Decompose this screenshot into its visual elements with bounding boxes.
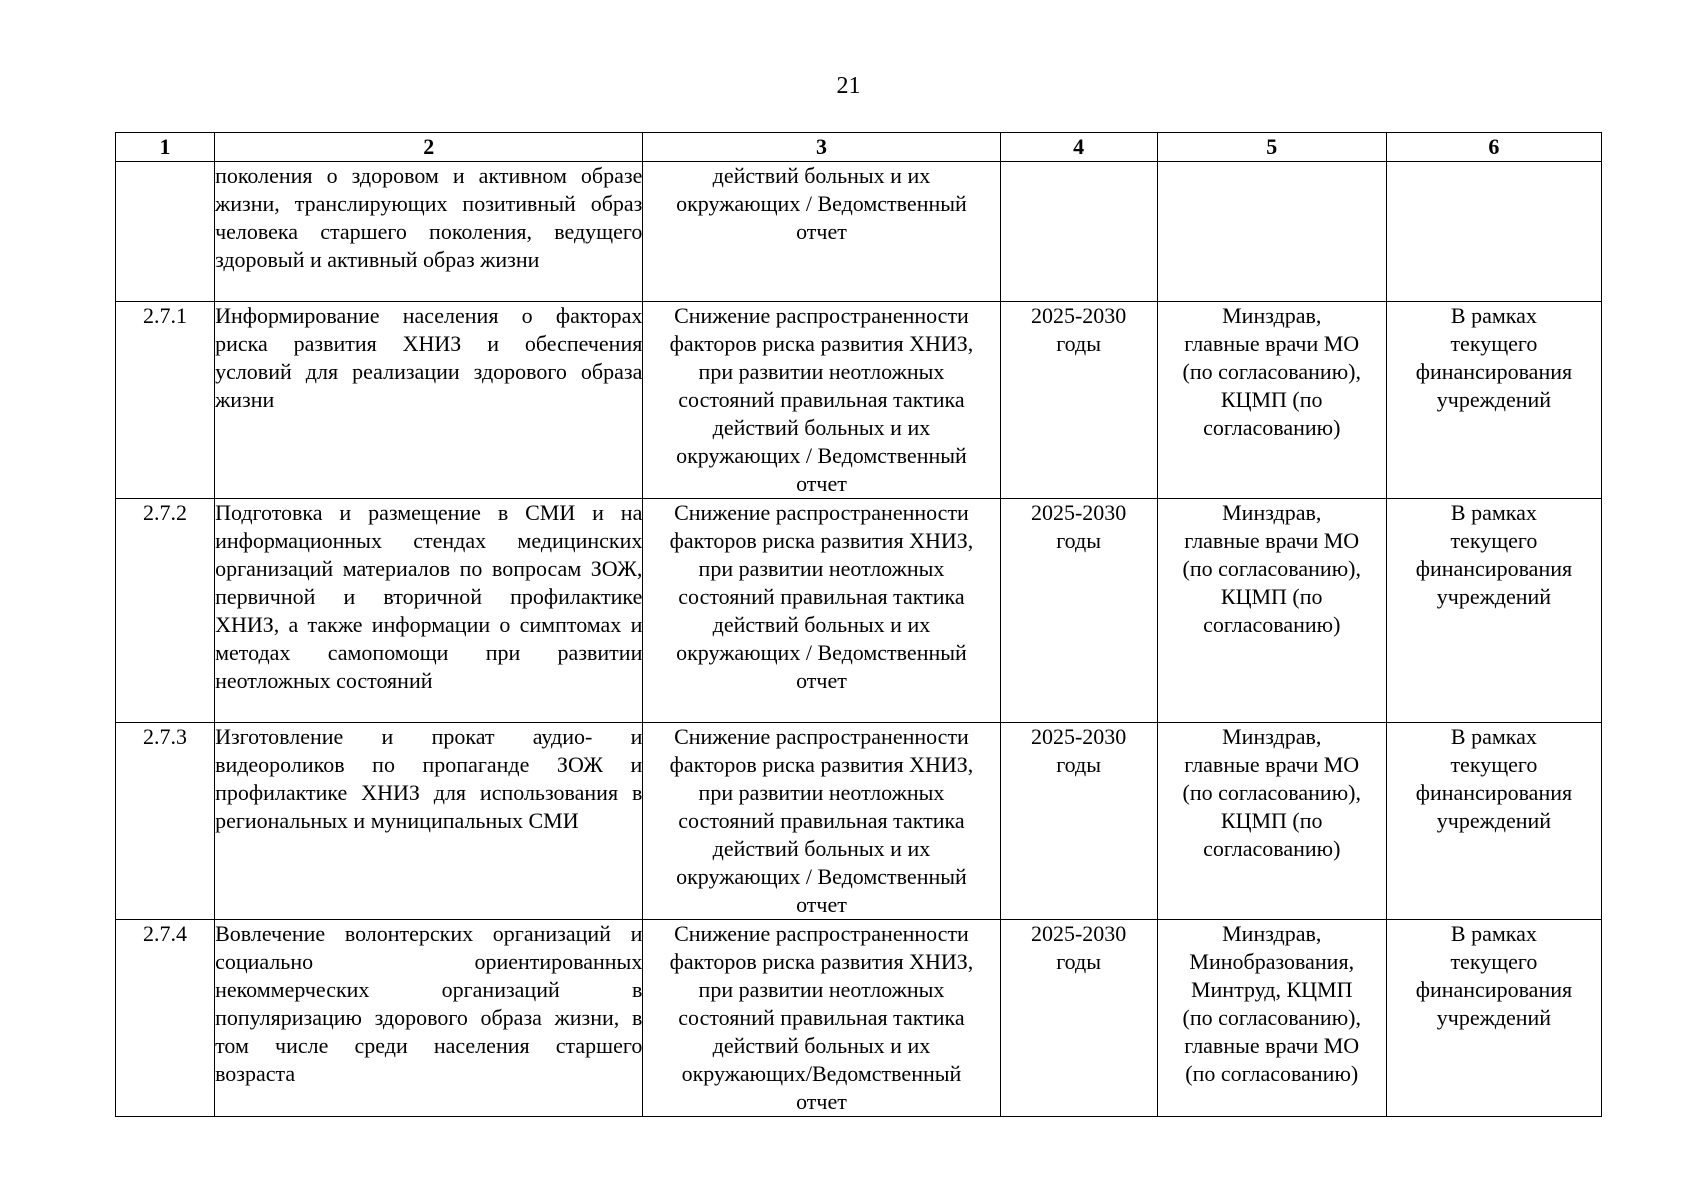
cell-line: 2025-2030 <box>1030 500 1127 525</box>
cell-line: согласованию) <box>1203 836 1341 861</box>
cell-line: годы <box>1056 752 1102 777</box>
measure-cell: Вовлечение волонтерских организаций и социально ориентированных некоммерческих организаций в популяризацию здорового образа жизни, в том числе среди населения старшего возраста <box>215 920 643 1117</box>
cell-line: 2025-2030 <box>1030 921 1127 946</box>
measure-cell: Подготовка и размещение в СМИ и на информационных стендах медицинских организаций материалов по вопросам ЗОЖ, первичной и вторичной профилактике ХНИЗ, а также информации о симптомах и методах самопомощи при развитии неотложных состояний <box>215 499 643 723</box>
cell-line: (по согласованию), <box>1182 359 1361 384</box>
cell-line: КЦМП (по <box>1220 808 1323 833</box>
cell-line: Снижение распространенности <box>674 921 969 946</box>
cell-line: текущего <box>1450 331 1538 356</box>
cell-line: при развитии неотложных <box>698 359 945 384</box>
cell-line: окружающих / Ведомственный <box>676 640 967 665</box>
cell-line: согласованию) <box>1203 612 1341 637</box>
cell-line: окружающих / Ведомственный <box>676 864 967 889</box>
cell-line: окружающих / Ведомственный <box>676 191 967 216</box>
cell-line: 2025-2030 <box>1030 303 1127 328</box>
term-cell <box>1000 302 1157 499</box>
cell-line: факторов риска развития ХНИЗ, <box>669 331 974 356</box>
term-cell <box>1000 162 1157 302</box>
term-cell <box>1000 499 1157 723</box>
column-header: 3 <box>643 133 1000 162</box>
cell-line: учреждений <box>1436 387 1552 412</box>
cell-line: учреждений <box>1436 1005 1552 1030</box>
cell-line: годы <box>1056 949 1102 974</box>
measure-cell: Изготовление и прокат аудио- и видеороликов по пропаганде ЗОЖ и профилактике ХНИЗ для использования в региональных и муниципальных СМИ <box>215 723 643 920</box>
row-number: 2.7.1 <box>116 302 215 499</box>
cell-line: учреждений <box>1436 808 1552 833</box>
row-number: 2.7.2 <box>116 499 215 723</box>
cell-line: согласованию) <box>1203 415 1341 440</box>
cell-line: главные врачи МО <box>1184 331 1360 356</box>
row-number: 2.7.4 <box>116 920 215 1117</box>
result-cell <box>643 302 1000 499</box>
cell-line: при развитии неотложных <box>698 780 945 805</box>
result-cell <box>643 499 1000 723</box>
cell-line: финансирования <box>1415 359 1573 384</box>
cell-line: финансирования <box>1415 780 1573 805</box>
cell-line: Снижение распространенности <box>674 500 969 525</box>
cell-line: КЦМП (по <box>1220 387 1323 412</box>
table-row <box>116 723 1602 920</box>
cell-line: факторов риска развития ХНИЗ, <box>669 752 974 777</box>
term-cell <box>1000 920 1157 1117</box>
table-row <box>116 162 1602 302</box>
measure-cell: поколения о здоровом и активном образе жизни, транслирующих позитивный образ человека старшего поколения, ведущего здоровый и активный образ жизни <box>215 162 643 302</box>
cell-line: отчет <box>796 471 847 496</box>
column-header: 4 <box>1000 133 1157 162</box>
cell-line: Снижение распространенности <box>674 724 969 749</box>
table-row <box>116 302 1602 499</box>
financing-cell <box>1386 162 1601 302</box>
cell-line: 2025-2030 <box>1030 724 1127 749</box>
measure-cell: Информирование населения о факторах риска развития ХНИЗ и обеспечения условий для реализации здорового образа жизни <box>215 302 643 499</box>
cell-line: (по согласованию), <box>1182 556 1361 581</box>
cell-line: действий больных и их <box>712 612 931 637</box>
cell-line: учреждений <box>1436 584 1552 609</box>
cell-line: действий больных и их <box>712 1033 931 1058</box>
result-cell <box>643 162 1000 302</box>
cell-line: факторов риска развития ХНИЗ, <box>669 949 974 974</box>
cell-line: окружающих / Ведомственный <box>676 443 967 468</box>
cell-line: текущего <box>1450 949 1538 974</box>
column-header: 6 <box>1386 133 1601 162</box>
cell-line: состояний правильная тактика <box>678 1005 965 1030</box>
cell-line: КЦМП (по <box>1220 584 1323 609</box>
cell-line: Минобразования, <box>1189 949 1355 974</box>
executors-cell <box>1157 920 1386 1117</box>
cell-line: годы <box>1056 331 1102 356</box>
plan-table <box>115 132 1602 1117</box>
cell-line: главные врачи МО <box>1184 1033 1360 1058</box>
cell-line: Минздрав, <box>1222 724 1322 749</box>
cell-line: отчет <box>796 668 847 693</box>
cell-line: состояний правильная тактика <box>678 808 965 833</box>
cell-line: факторов риска развития ХНИЗ, <box>669 528 974 553</box>
cell-line: отчет <box>796 1089 847 1114</box>
cell-line: В рамках <box>1450 500 1537 525</box>
page-number: 21 <box>836 73 861 99</box>
cell-line: (по согласованию), <box>1182 1005 1361 1030</box>
cell-line: Минздрав, <box>1222 303 1322 328</box>
cell-line: текущего <box>1450 752 1538 777</box>
cell-line: окружающих/Ведомственный <box>681 1061 962 1086</box>
executors-cell <box>1157 499 1386 723</box>
cell-line: отчет <box>796 892 847 917</box>
column-header: 1 <box>116 133 215 162</box>
cell-line: состояний правильная тактика <box>678 387 965 412</box>
cell-line: Минздрав, <box>1222 921 1322 946</box>
cell-line: В рамках <box>1450 921 1537 946</box>
cell-line: В рамках <box>1450 724 1537 749</box>
cell-line: Минздрав, <box>1222 500 1322 525</box>
financing-cell <box>1386 920 1601 1117</box>
cell-line: финансирования <box>1415 556 1573 581</box>
cell-line: главные врачи МО <box>1184 752 1360 777</box>
cell-line: при развитии неотложных <box>698 977 945 1002</box>
cell-line: (по согласованию), <box>1182 780 1361 805</box>
cell-line: при развитии неотложных <box>698 556 945 581</box>
cell-line: годы <box>1056 528 1102 553</box>
table-row <box>116 499 1602 723</box>
row-number: 2.7.3 <box>116 723 215 920</box>
term-cell <box>1000 723 1157 920</box>
header-row <box>116 133 1602 162</box>
result-cell <box>643 723 1000 920</box>
result-cell <box>643 920 1000 1117</box>
cell-line: В рамках <box>1450 303 1537 328</box>
cell-line: финансирования <box>1415 977 1573 1002</box>
cell-line: действий больных и их <box>712 163 931 188</box>
financing-cell <box>1386 499 1601 723</box>
executors-cell <box>1157 723 1386 920</box>
cell-line: Снижение распространенности <box>674 303 969 328</box>
cell-line: главные врачи МО <box>1184 528 1360 553</box>
cell-line: действий больных и их <box>712 836 931 861</box>
cell-line: состояний правильная тактика <box>678 584 965 609</box>
executors-cell <box>1157 162 1386 302</box>
executors-cell <box>1157 302 1386 499</box>
row-number <box>116 162 215 302</box>
financing-cell <box>1386 723 1601 920</box>
table-row <box>116 920 1602 1117</box>
cell-line: действий больных и их <box>712 415 931 440</box>
column-header: 2 <box>215 133 643 162</box>
financing-cell <box>1386 302 1601 499</box>
cell-line: текущего <box>1450 528 1538 553</box>
cell-line: Минтруд, КЦМП <box>1190 977 1353 1002</box>
cell-line: отчет <box>796 219 847 244</box>
column-header: 5 <box>1157 133 1386 162</box>
cell-line: (по согласованию) <box>1185 1061 1359 1086</box>
